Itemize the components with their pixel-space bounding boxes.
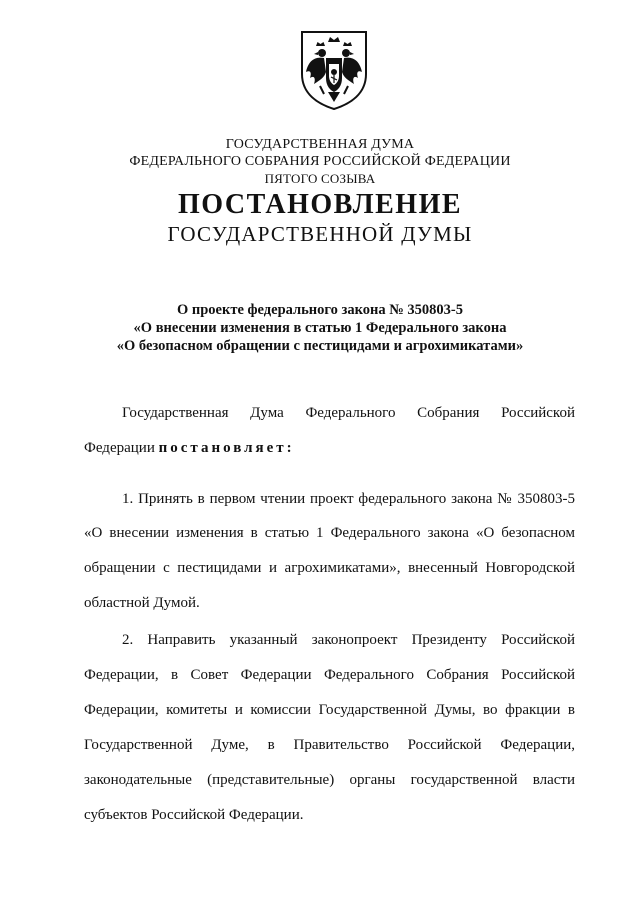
item2-line-3: Федерации, комитеты и комиссии Государственной Думы, во фракции в xyxy=(84,702,575,718)
item2-line-6: субъектов Российской Федерации. xyxy=(84,807,304,823)
header-line-assembly: ФЕДЕРАЛЬНОГО СОБРАНИЯ РОССИЙСКОЙ ФЕДЕРАЦИИ xyxy=(129,154,511,169)
item1-line-1: 1. Принять в первом чтении проект федерального закона № 350803-5 xyxy=(122,491,575,507)
document-subtitle: ГОСУДАРСТВЕННОЙ ДУМЫ xyxy=(167,222,473,246)
item1-line-3: обращении с пестицидами и агрохимикатами», внесенный Новгородской xyxy=(84,560,575,576)
subject-line-3: «О безопасном обращении с пестицидами и агрохимикатами» xyxy=(116,338,524,354)
subject-line-2: «О внесении изменения в статью 1 Федерального закона xyxy=(133,320,507,336)
preamble-line-1: Государственная Дума Федерального Собрания Российской xyxy=(122,405,575,421)
header-line-duma: ГОСУДАРСТВЕННАЯ ДУМА xyxy=(225,137,415,152)
preamble-line-2 xyxy=(84,440,575,457)
preamble-decree-word: постановляет: xyxy=(158,440,295,456)
document-title: ПОСТАНОВЛЕНИЕ xyxy=(177,189,463,220)
item2-line-5: законодательные (представительные) органы государственной власти xyxy=(84,772,575,788)
item1-line-2: «О внесении изменения в статью 1 Федерального закона «О безопасном xyxy=(84,525,575,541)
header-line-convocation: ПЯТОГО СОЗЫВА xyxy=(264,171,376,186)
item2-line-2: Федерации, в Совет Федерации Федерального Собрания Российской xyxy=(84,667,575,683)
preamble-prefix: Федерации xyxy=(84,440,159,456)
item1-line-4: областной Думой. xyxy=(84,595,200,611)
item2-line-1: 2. Направить указанный законопроект Президенту Российской xyxy=(122,632,575,648)
item2-line-4: Государственной Думе, в Правительство Российской Федерации, xyxy=(84,737,575,753)
subject-line-1: О проекте федерального закона № 350803-5 xyxy=(176,302,464,318)
state-emblem-icon xyxy=(298,28,370,112)
